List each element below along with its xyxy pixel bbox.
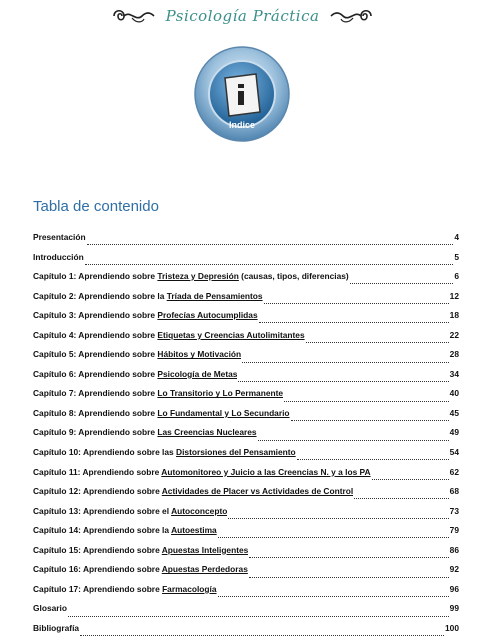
toc-entry-prefix: Capítulo 2: Aprendiendo sobre la	[33, 290, 167, 301]
toc-entry[interactable]	[33, 291, 459, 311]
toc-entry-prefix: Capítulo 4: Aprendiendo sobre	[33, 329, 158, 340]
toc-entry-label	[33, 486, 353, 496]
toc-dot-leader	[218, 596, 449, 597]
toc-dot-leader	[291, 420, 449, 421]
toc-entry-page: 18	[449, 310, 459, 321]
toc-entry[interactable]	[33, 506, 459, 526]
toc-entry-topic-link[interactable]: Profecías Autocumplidas	[157, 310, 258, 321]
toc-list	[33, 232, 459, 642]
toc-entry[interactable]	[33, 564, 459, 584]
left-flourish-icon	[110, 6, 158, 26]
toc-entry-label	[33, 369, 237, 379]
toc-dot-leader	[284, 401, 449, 402]
toc-entry[interactable]	[33, 252, 459, 272]
toc-entry-label	[33, 564, 248, 574]
toc-entry-page: 92	[449, 564, 459, 575]
toc-dot-leader	[249, 577, 449, 578]
toc-entry[interactable]	[33, 369, 459, 389]
toc-entry-prefix: Capítulo 15: Aprendiendo sobre	[33, 544, 162, 555]
toc-entry[interactable]	[33, 486, 459, 506]
toc-entry[interactable]	[33, 447, 459, 467]
toc-entry-topic-link[interactable]: Autoestima	[171, 525, 217, 536]
toc-entry-prefix: Capítulo 8: Aprendiendo sobre	[33, 407, 158, 418]
toc-entry-prefix: Glosario	[33, 603, 67, 614]
toc-entry-topic-link[interactable]: Las Creencias Nucleares	[157, 427, 257, 438]
toc-entry-prefix: Capítulo 14: Aprendiendo sobre la	[33, 525, 172, 536]
toc-entry-label	[33, 310, 258, 320]
toc-entry[interactable]	[33, 310, 459, 330]
toc-dot-leader	[258, 440, 449, 441]
toc-entry-label	[33, 584, 217, 594]
toc-entry[interactable]	[33, 330, 459, 350]
toc-entry-page: 100	[445, 622, 459, 633]
toc-entry-topic-link[interactable]: Actividades de Placer vs Actividades de Control	[161, 486, 354, 497]
toc-title: Tabla de contenido	[33, 198, 159, 215]
toc-entry-label	[33, 349, 241, 359]
toc-entry-prefix: Bibliografía	[33, 622, 80, 633]
toc-dot-leader	[297, 459, 449, 460]
toc-entry-page: 79	[449, 525, 459, 536]
toc-entry-suffix: (causas, tipos, diferencias)	[238, 271, 349, 282]
toc-entry-topic-link[interactable]: Farmacología	[162, 583, 217, 594]
toc-entry-label	[33, 506, 227, 516]
toc-entry-topic-link[interactable]: Automonitoreo y Juicio a las Creencias N. y a los PA	[161, 466, 371, 477]
toc-entry-topic-link[interactable]: Hábitos y Motivación	[157, 349, 242, 360]
toc-entry-label	[33, 252, 84, 262]
toc-dot-leader	[259, 322, 449, 323]
toc-entry-page: 86	[449, 544, 459, 555]
badge-label: Indice	[228, 120, 256, 130]
toc-dot-leader	[80, 635, 444, 636]
toc-entry-page: 28	[449, 349, 459, 360]
toc-entry[interactable]	[33, 349, 459, 369]
toc-entry-prefix: Capítulo 6: Aprendiendo sobre	[33, 368, 158, 379]
toc-dot-leader	[242, 362, 449, 363]
toc-entry[interactable]	[33, 545, 459, 565]
index-badge-icon	[192, 44, 292, 144]
right-flourish-icon	[327, 6, 375, 26]
toc-entry-page: 73	[449, 505, 459, 516]
page-header	[0, 0, 485, 32]
toc-entry-prefix: Capítulo 3: Aprendiendo sobre	[33, 310, 158, 321]
toc-dot-leader	[85, 264, 454, 265]
toc-entry-prefix: Capítulo 11: Aprendiendo sobre	[33, 466, 162, 477]
toc-entry-topic-link[interactable]: Tristeza y Depresión	[157, 271, 239, 282]
toc-entry-prefix: Capítulo 10: Aprendiendo sobre las	[33, 447, 177, 458]
toc-entry-label	[33, 330, 305, 340]
toc-entry-label	[33, 291, 263, 301]
toc-dot-leader	[218, 537, 449, 538]
toc-entry-topic-link[interactable]: Distorsiones del Pensamiento	[176, 447, 296, 458]
header-title: Psicología Práctica	[165, 7, 320, 25]
toc-entry-label	[33, 427, 257, 437]
toc-entry-label	[33, 271, 349, 281]
toc-entry-page: 12	[449, 290, 459, 301]
toc-entry-prefix: Introducción	[33, 251, 84, 262]
toc-entry-topic-link[interactable]: Lo Transitorio y Lo Permanente	[157, 388, 284, 399]
toc-entry[interactable]	[33, 584, 459, 604]
toc-entry-page: 5	[454, 251, 459, 262]
toc-entry-page: 54	[449, 447, 459, 458]
toc-entry[interactable]	[33, 525, 459, 545]
toc-dot-leader	[306, 342, 449, 343]
toc-entry-topic-link[interactable]: Autoconcepto	[171, 505, 228, 516]
toc-entry-label	[33, 408, 290, 418]
toc-entry-label	[33, 525, 217, 535]
toc-entry[interactable]	[33, 427, 459, 447]
toc-dot-leader	[238, 381, 448, 382]
toc-dot-leader	[354, 498, 448, 499]
toc-entry[interactable]	[33, 232, 459, 252]
toc-entry-prefix: Capítulo 5: Aprendiendo sobre	[33, 349, 158, 360]
toc-entry-label	[33, 545, 248, 555]
toc-entry-label	[33, 232, 86, 242]
toc-entry-label	[33, 447, 296, 457]
toc-dot-leader	[372, 479, 449, 480]
toc-entry[interactable]	[33, 408, 459, 428]
toc-entry[interactable]	[33, 271, 459, 291]
toc-entry-label	[33, 603, 67, 613]
toc-entry-topic-link[interactable]: Lo Fundamental y Lo Secundario	[157, 407, 290, 418]
toc-entry-page: 96	[449, 583, 459, 594]
toc-entry-topic-link[interactable]: Apuestas Inteligentes	[161, 544, 249, 555]
toc-entry-topic-link[interactable]: Tríada de Pensamientos	[166, 290, 263, 301]
toc-entry-label	[33, 623, 79, 633]
toc-entry[interactable]	[33, 467, 459, 487]
toc-dot-leader	[68, 616, 449, 617]
toc-entry-prefix: Capítulo 17: Aprendiendo sobre	[33, 583, 163, 594]
toc-entry[interactable]	[33, 388, 459, 408]
toc-entry-prefix: Capítulo 13: Aprendiendo sobre el	[33, 505, 172, 516]
toc-entry-topic-link[interactable]: Etiquetas y Creencias Autolimitantes	[157, 329, 305, 340]
toc-entry-label	[33, 388, 283, 398]
toc-dot-leader	[249, 557, 448, 558]
toc-entry[interactable]	[33, 603, 459, 623]
toc-entry-label	[33, 467, 371, 477]
toc-entry-page: 4	[454, 232, 459, 242]
toc-entry-page: 45	[449, 407, 459, 418]
toc-entry-prefix: Capítulo 12: Aprendiendo sobre	[33, 486, 162, 497]
toc-entry-page: 68	[449, 486, 459, 497]
toc-dot-leader	[228, 518, 448, 519]
toc-entry-prefix: Capítulo 9: Aprendiendo sobre	[33, 427, 158, 438]
toc-entry[interactable]	[33, 623, 459, 642]
toc-entry-prefix: Capítulo 7: Aprendiendo sobre	[33, 388, 158, 399]
toc-entry-page: 22	[449, 329, 459, 340]
toc-entry-page: 62	[449, 466, 459, 477]
toc-entry-page: 49	[449, 427, 459, 438]
toc-entry-page: 40	[449, 388, 459, 399]
toc-dot-leader	[87, 244, 454, 245]
toc-entry-topic-link[interactable]: Psicología de Metas	[157, 368, 238, 379]
toc-dot-leader	[264, 303, 449, 304]
toc-entry-page: 99	[449, 603, 459, 614]
toc-entry-page: 6	[454, 271, 459, 282]
toc-entry-page: 34	[449, 368, 459, 379]
toc-entry-prefix: Capítulo 16: Aprendiendo sobre	[33, 564, 162, 575]
toc-entry-topic-link[interactable]: Apuestas Perdedoras	[161, 564, 248, 575]
toc-entry-prefix: Presentación	[33, 232, 86, 242]
toc-dot-leader	[350, 283, 454, 284]
toc-entry-prefix: Capítulo 1: Aprendiendo sobre	[33, 271, 158, 282]
